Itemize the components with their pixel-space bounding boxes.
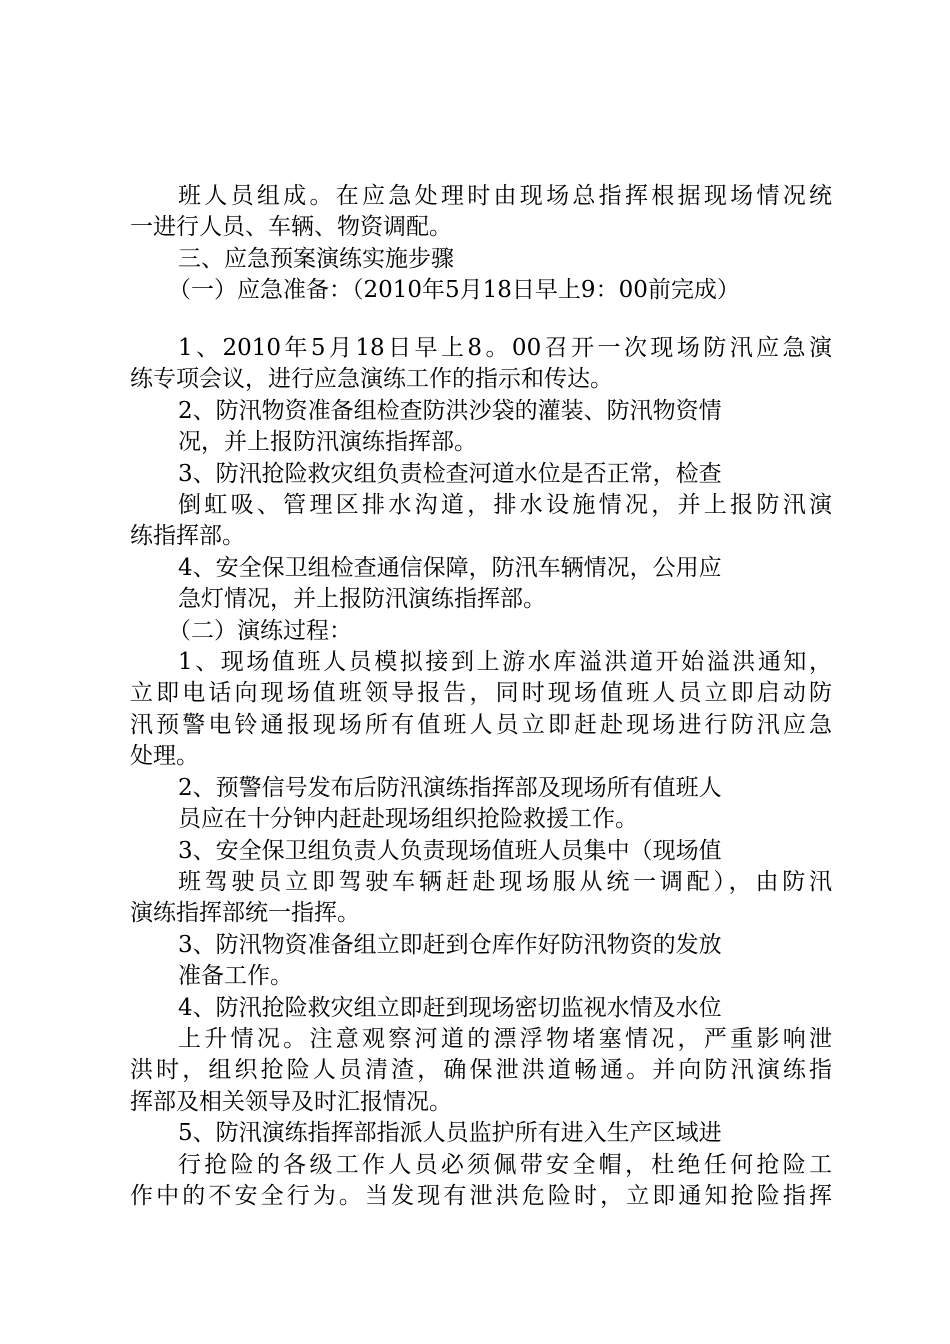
text-line: 4、防汛抢险救灾组立即赶到现场密切监视水情及水位 (178, 995, 722, 1021)
subsection-heading: （二）演练过程： (168, 618, 352, 644)
text-line: 班驾驶员立即驾驶车辆赶赴现场服从统一调配），由防汛 (178, 869, 832, 895)
text-line: 演练指挥部统一指挥。 (130, 900, 360, 926)
text-line: 挥部及相关领导及时汇报情况。 (130, 1089, 452, 1115)
text-line: 3、防汛物资准备组立即赶到仓库作好防汛物资的发放 (178, 932, 722, 958)
text-line: 倒虹吸、管理区排水沟道，排水设施情况，并上报防汛演 (178, 492, 832, 518)
text-line: 1、现场值班人员模拟接到上游水库溢洪道开始溢洪通知， (178, 649, 832, 675)
text-line: 5、防汛演练指挥部指派人员监护所有进入生产区域进 (178, 1120, 722, 1146)
text-line: 2、防汛物资准备组检查防洪沙袋的灌装、防汛物资情 (178, 398, 722, 424)
text-line: 4、安全保卫组检查通信保障，防汛车辆情况，公用应 (178, 555, 722, 581)
text-line: 3、安全保卫组负责人负责现场值班人员集中（现场值 (178, 838, 722, 864)
text-line: 况，并上报防汛演练指挥部。 (178, 429, 477, 455)
text-line: 作中的不安全行为。当发现有泄洪危险时，立即通知抢险指挥 (130, 1183, 832, 1209)
text-line: 班人员组成。在应急处理时由现场总指挥根据现场情况统 (178, 183, 832, 209)
text-line: 员应在十分钟内赶赴现场组织抢险救援工作。 (178, 806, 638, 832)
text-line: 洪时，组织抢险人员清渣，确保泄洪道畅通。并向防汛演练指 (130, 1057, 832, 1083)
subsection-heading: （一）应急准备：（2010年5月18日早上9：00前完成） (168, 277, 740, 303)
text-line: 处理。 (130, 743, 199, 769)
text-line: 练专项会议，进行应急演练工作的指示和传达。 (130, 366, 613, 392)
section-heading: 三、应急预案演练实施步骤 (178, 246, 454, 272)
text-line: 立即电话向现场值班领导报告，同时现场值班人员立即启动防 (130, 680, 832, 706)
text-line: 练指挥部。 (130, 523, 245, 549)
text-line: 3、防汛抢险救灾组负责检查河道水位是否正常，检查 (178, 461, 722, 487)
text-line: 汛预警电铃通报现场所有值班人员立即赶赴现场进行防汛应急 (130, 712, 832, 738)
text-line: 急灯情况，并上报防汛演练指挥部。 (178, 586, 546, 612)
text-line: 一进行人员、车辆、物资调配。 (130, 214, 452, 240)
text-line: 行抢险的各级工作人员必须佩带安全帽，杜绝任何抢险工 (178, 1152, 832, 1178)
text-line: 1、2010年5月18日早上8。00召开一次现场防汛应急演 (178, 335, 832, 361)
text-line: 2、预警信号发布后防汛演练指挥部及现场所有值班人 (178, 775, 722, 801)
text-line: 上升情况。注意观察河道的漂浮物堵塞情况，严重影响泄 (178, 1026, 832, 1052)
text-line: 准备工作。 (178, 963, 293, 989)
